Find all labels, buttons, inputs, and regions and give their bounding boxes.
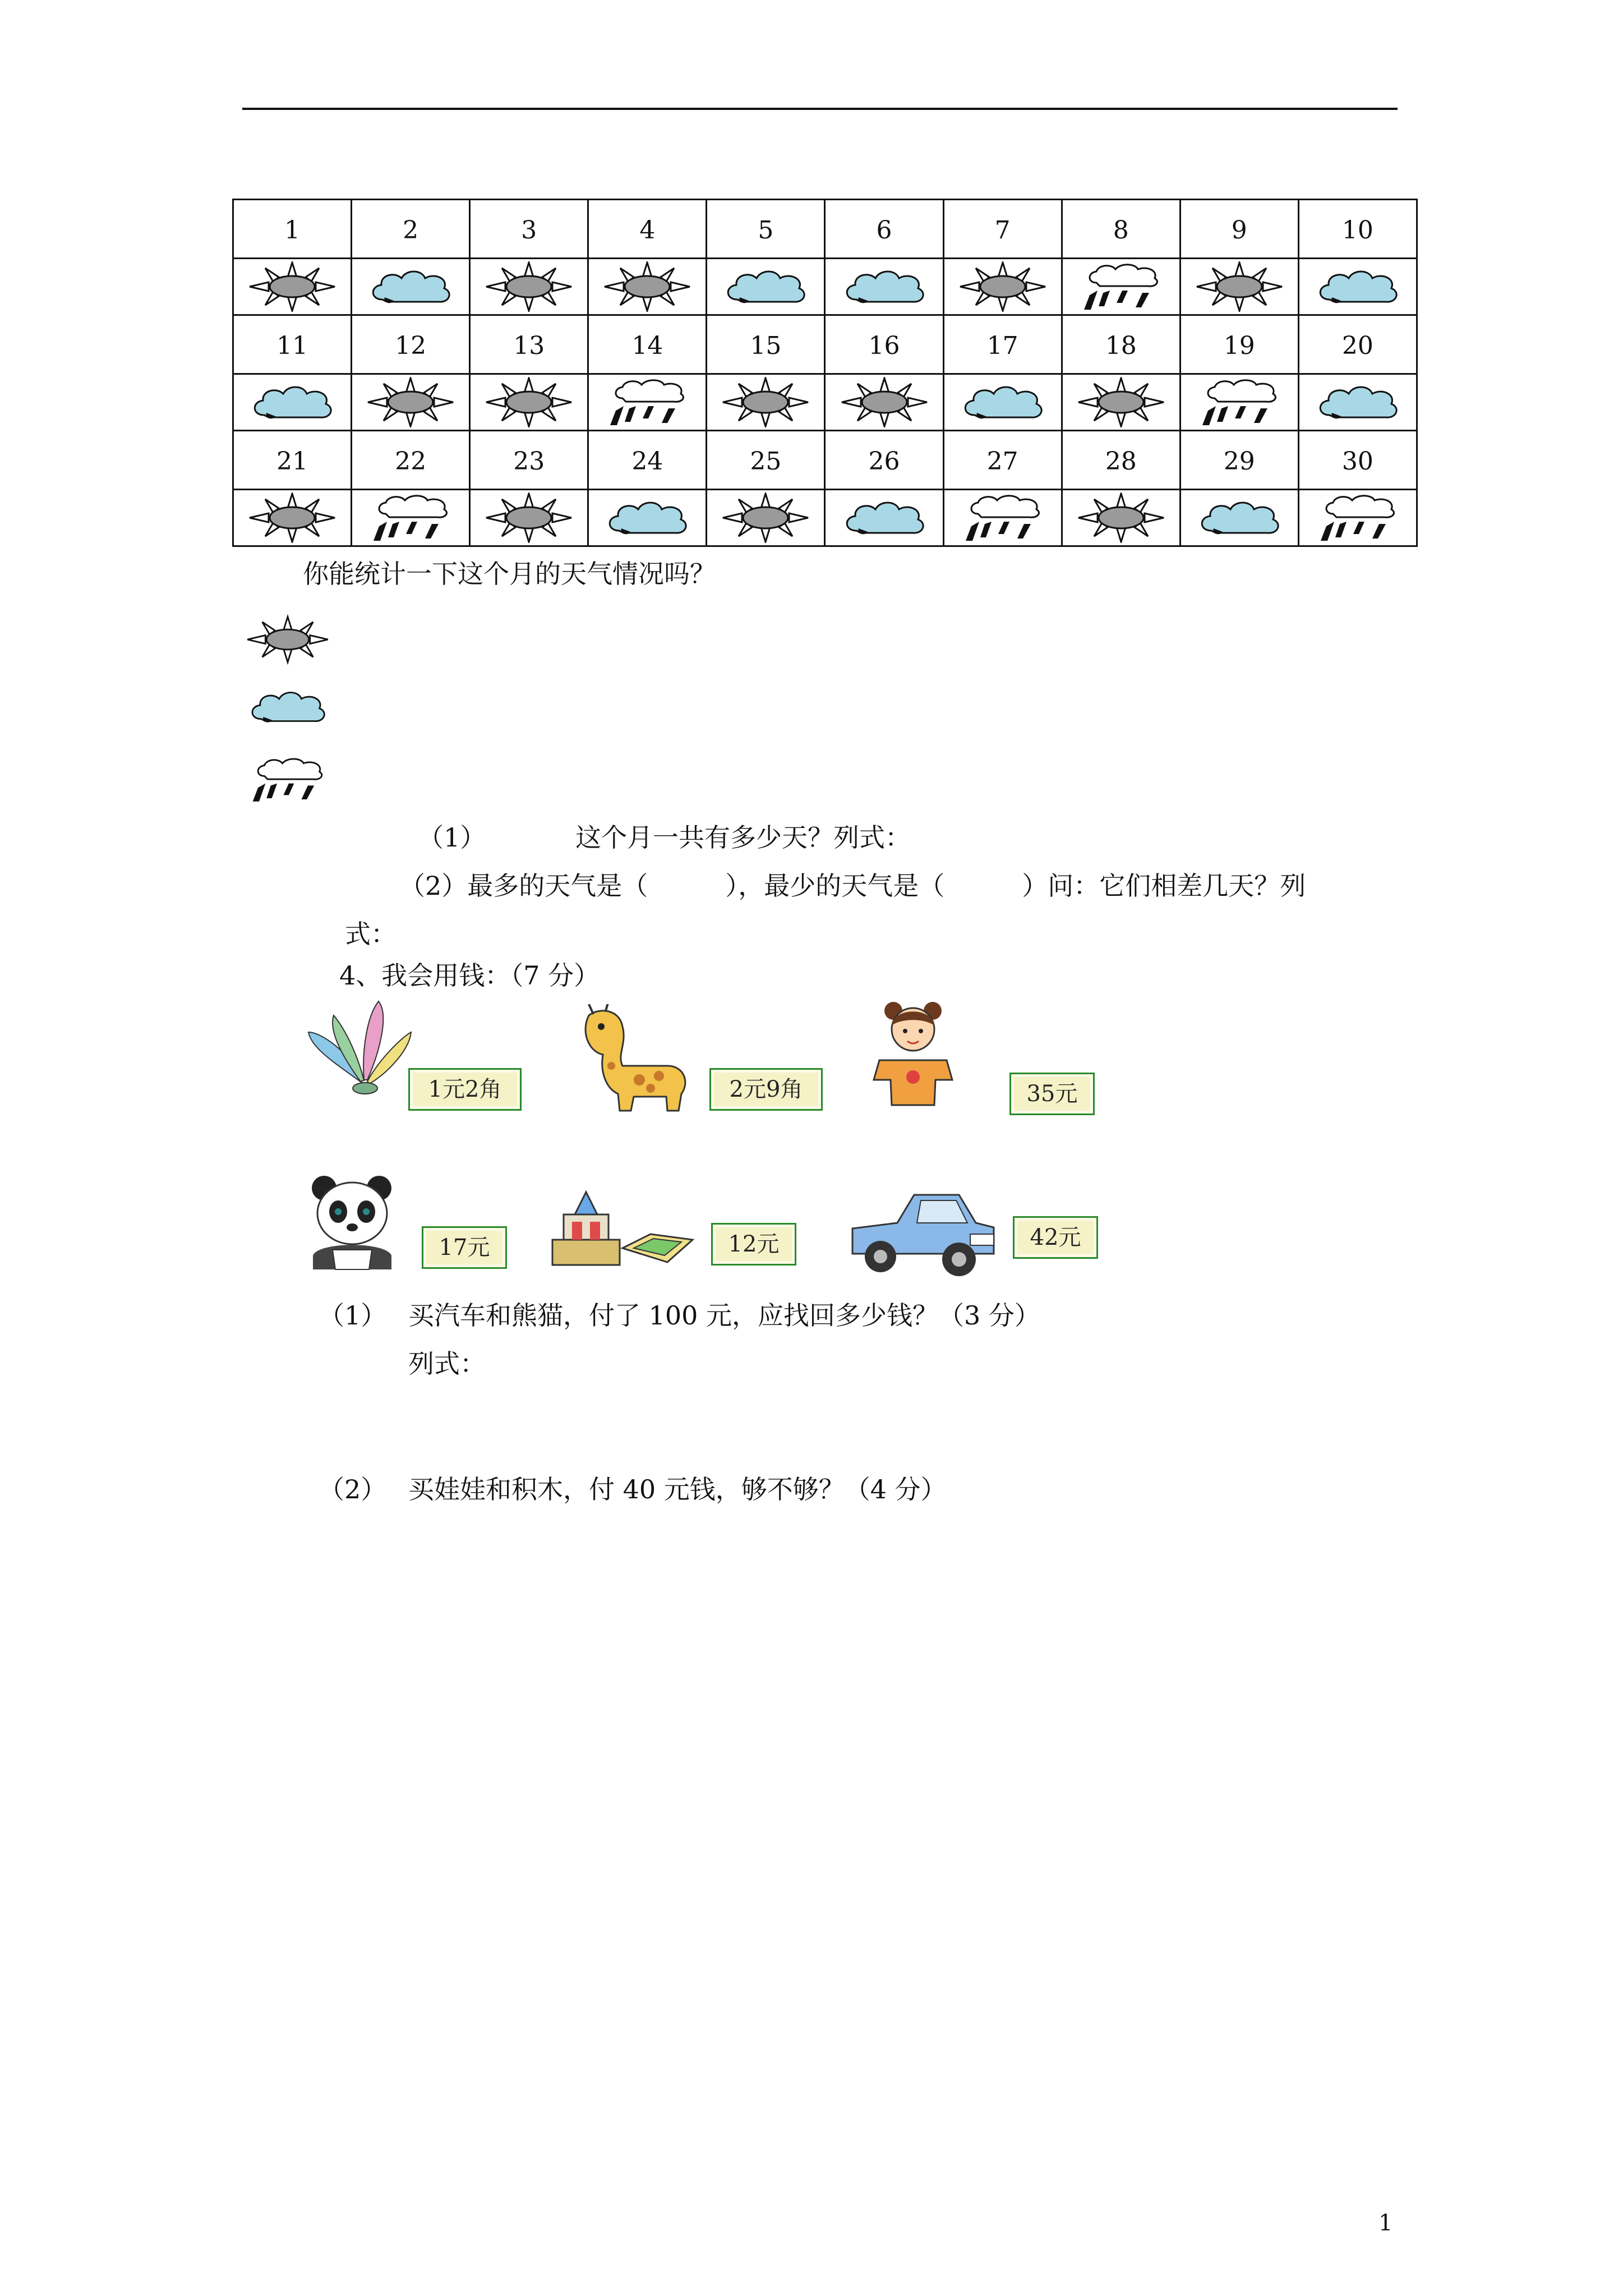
cloud-icon [1189, 493, 1290, 543]
sun-icon [952, 261, 1053, 312]
calendar-day-number: 12 [352, 315, 470, 374]
sun-icon [478, 261, 579, 312]
calendar-day-number-row [233, 200, 1417, 259]
page-number: 1 [1378, 2210, 1393, 2236]
calendar-day-number: 18 [1062, 315, 1180, 374]
calendar-day-number: 15 [707, 315, 825, 374]
sun-icon [242, 493, 343, 543]
giraffe-image [566, 1004, 695, 1116]
calendar-day-number: 10 [1298, 200, 1417, 259]
calendar-day-number: 23 [470, 431, 588, 490]
calendar-weather-cell [233, 259, 352, 315]
calendar-weather-cell [470, 374, 588, 431]
calendar-weather-cell [1298, 259, 1417, 315]
money-question-1-formula: 列式： [408, 1349, 486, 1379]
calendar-day-number: 29 [1180, 431, 1298, 490]
calendar-weather-cell [825, 374, 943, 431]
sun-icon [1189, 261, 1290, 312]
cloud-icon [597, 493, 698, 543]
price-tag-giraffe: 2元9角 [709, 1068, 823, 1111]
calendar-weather-cell [707, 490, 825, 546]
price-tag-car: 42元 [1013, 1216, 1098, 1259]
sun-icon [1071, 493, 1172, 543]
calendar-weather-cell [1062, 259, 1180, 315]
calendar-weather-cell [233, 374, 352, 431]
cloud-icon [1307, 261, 1408, 312]
calendar-day-number: 27 [943, 431, 1062, 490]
sun-icon [242, 261, 343, 312]
sun-icon [240, 611, 335, 668]
calendar-weather-cell [707, 374, 825, 431]
calendar-weather-cell [943, 259, 1062, 315]
calendar-day-number: 14 [588, 315, 707, 374]
sun-icon [478, 493, 579, 543]
cloud-icon [360, 261, 461, 312]
rain-cloud-icon [952, 493, 1053, 543]
calendar-day-number: 5 [707, 200, 825, 259]
calendar-weather-cell [588, 374, 707, 431]
cloud-icon [1307, 377, 1408, 427]
calendar-day-number: 3 [470, 200, 588, 259]
calendar-day-number: 6 [825, 200, 943, 259]
calendar-day-number: 30 [1298, 431, 1417, 490]
rain-cloud-icon [597, 377, 698, 427]
rain-cloud-icon [360, 493, 461, 543]
calendar-day-number: 17 [943, 315, 1062, 374]
weather-question: 你能统计一下这个月的天气情况吗？ [303, 559, 716, 589]
question-2-line-2: 式： [345, 919, 396, 949]
question-1-number: （1） [418, 822, 486, 853]
price-tag-blocks: 12元 [711, 1223, 796, 1266]
sun-icon [597, 261, 698, 312]
sun-icon [1071, 377, 1172, 427]
calendar-weather-cell [943, 374, 1062, 431]
calendar-day-number: 22 [352, 431, 470, 490]
calendar-day-number: 8 [1062, 200, 1180, 259]
sun-icon [715, 493, 816, 543]
rain-cloud-icon [1189, 377, 1290, 427]
calendar-day-number-row [233, 315, 1417, 374]
calendar-day-number: 24 [588, 431, 707, 490]
sun-icon [715, 377, 816, 427]
shuttlecock-image [306, 999, 412, 1099]
calendar-weather-cell [1298, 490, 1417, 546]
calendar-day-number: 26 [825, 431, 943, 490]
calendar-day-number: 2 [352, 200, 470, 259]
doll-image [863, 999, 963, 1116]
calendar-weather-cell [470, 259, 588, 315]
money-question-1-number: （1） [319, 1300, 387, 1331]
calendar-weather-cell [707, 259, 825, 315]
calendar-weather-cell [233, 490, 352, 546]
cloud-icon [834, 493, 935, 543]
calendar-weather-cell [352, 259, 470, 315]
calendar-day-number: 9 [1180, 200, 1298, 259]
calendar-weather-cell [588, 490, 707, 546]
money-question-1-text: 买汽车和熊猫，付了 100 元，应找回多少钱？（3 分） [408, 1300, 1040, 1331]
price-tag-doll: 35元 [1009, 1073, 1095, 1115]
calendar-weather-cell [352, 374, 470, 431]
calendar-weather-cell [1062, 490, 1180, 546]
cloud-icon [834, 261, 935, 312]
calendar-weather-cell [1298, 374, 1417, 431]
price-tag-panda: 17元 [422, 1226, 507, 1269]
calendar-day-number: 1 [233, 200, 352, 259]
calendar-weather-cell [1180, 374, 1298, 431]
weather-calendar [232, 199, 1418, 547]
panda-image [307, 1171, 397, 1272]
cloud-icon [952, 377, 1053, 427]
calendar-weather-row [233, 490, 1417, 546]
sun-icon [478, 377, 579, 427]
cloud-icon [240, 679, 335, 735]
calendar-weather-cell [1180, 259, 1298, 315]
calendar-day-number: 7 [943, 200, 1062, 259]
rain-cloud-icon [240, 752, 335, 808]
calendar-day-number-row [233, 431, 1417, 490]
calendar-weather-cell [470, 490, 588, 546]
calendar-day-number: 28 [1062, 431, 1180, 490]
calendar-day-number: 19 [1180, 315, 1298, 374]
calendar-weather-cell [1062, 374, 1180, 431]
calendar-day-number: 20 [1298, 315, 1417, 374]
rain-cloud-icon [1307, 493, 1408, 543]
calendar-weather-row [233, 374, 1417, 431]
calendar-day-number: 21 [233, 431, 352, 490]
sun-icon [834, 377, 935, 427]
cloud-icon [715, 261, 816, 312]
blocks-image [550, 1184, 695, 1268]
calendar-weather-cell [825, 259, 943, 315]
money-question-2-text: 买娃娃和积木，付 40 元钱，够不够？（4 分） [408, 1474, 947, 1504]
calendar-day-number: 4 [588, 200, 707, 259]
header-rule [242, 108, 1398, 110]
calendar-weather-row [233, 259, 1417, 315]
calendar-weather-cell [588, 259, 707, 315]
price-tag-shuttlecock: 1元2角 [408, 1068, 522, 1111]
question-2-line-1: （2）最多的天气是（ ），最少的天气是（ ）问：它们相差几天？列 [399, 871, 1306, 901]
calendar-weather-cell [825, 490, 943, 546]
sun-icon [360, 377, 461, 427]
question-1-text: 这个月一共有多少天？列式： [575, 822, 911, 853]
calendar-day-number: 25 [707, 431, 825, 490]
money-question-2-number: （2） [319, 1474, 387, 1504]
rain-cloud-icon [1071, 261, 1172, 312]
calendar-day-number: 11 [233, 315, 352, 374]
cloud-icon [242, 377, 343, 427]
section-4-title: 4、我会用钱：（7 分） [339, 960, 600, 991]
calendar-day-number: 16 [825, 315, 943, 374]
calendar-weather-cell [943, 490, 1062, 546]
calendar-day-number: 13 [470, 315, 588, 374]
car-image [847, 1178, 998, 1279]
calendar-weather-cell [1180, 490, 1298, 546]
calendar-weather-cell [352, 490, 470, 546]
